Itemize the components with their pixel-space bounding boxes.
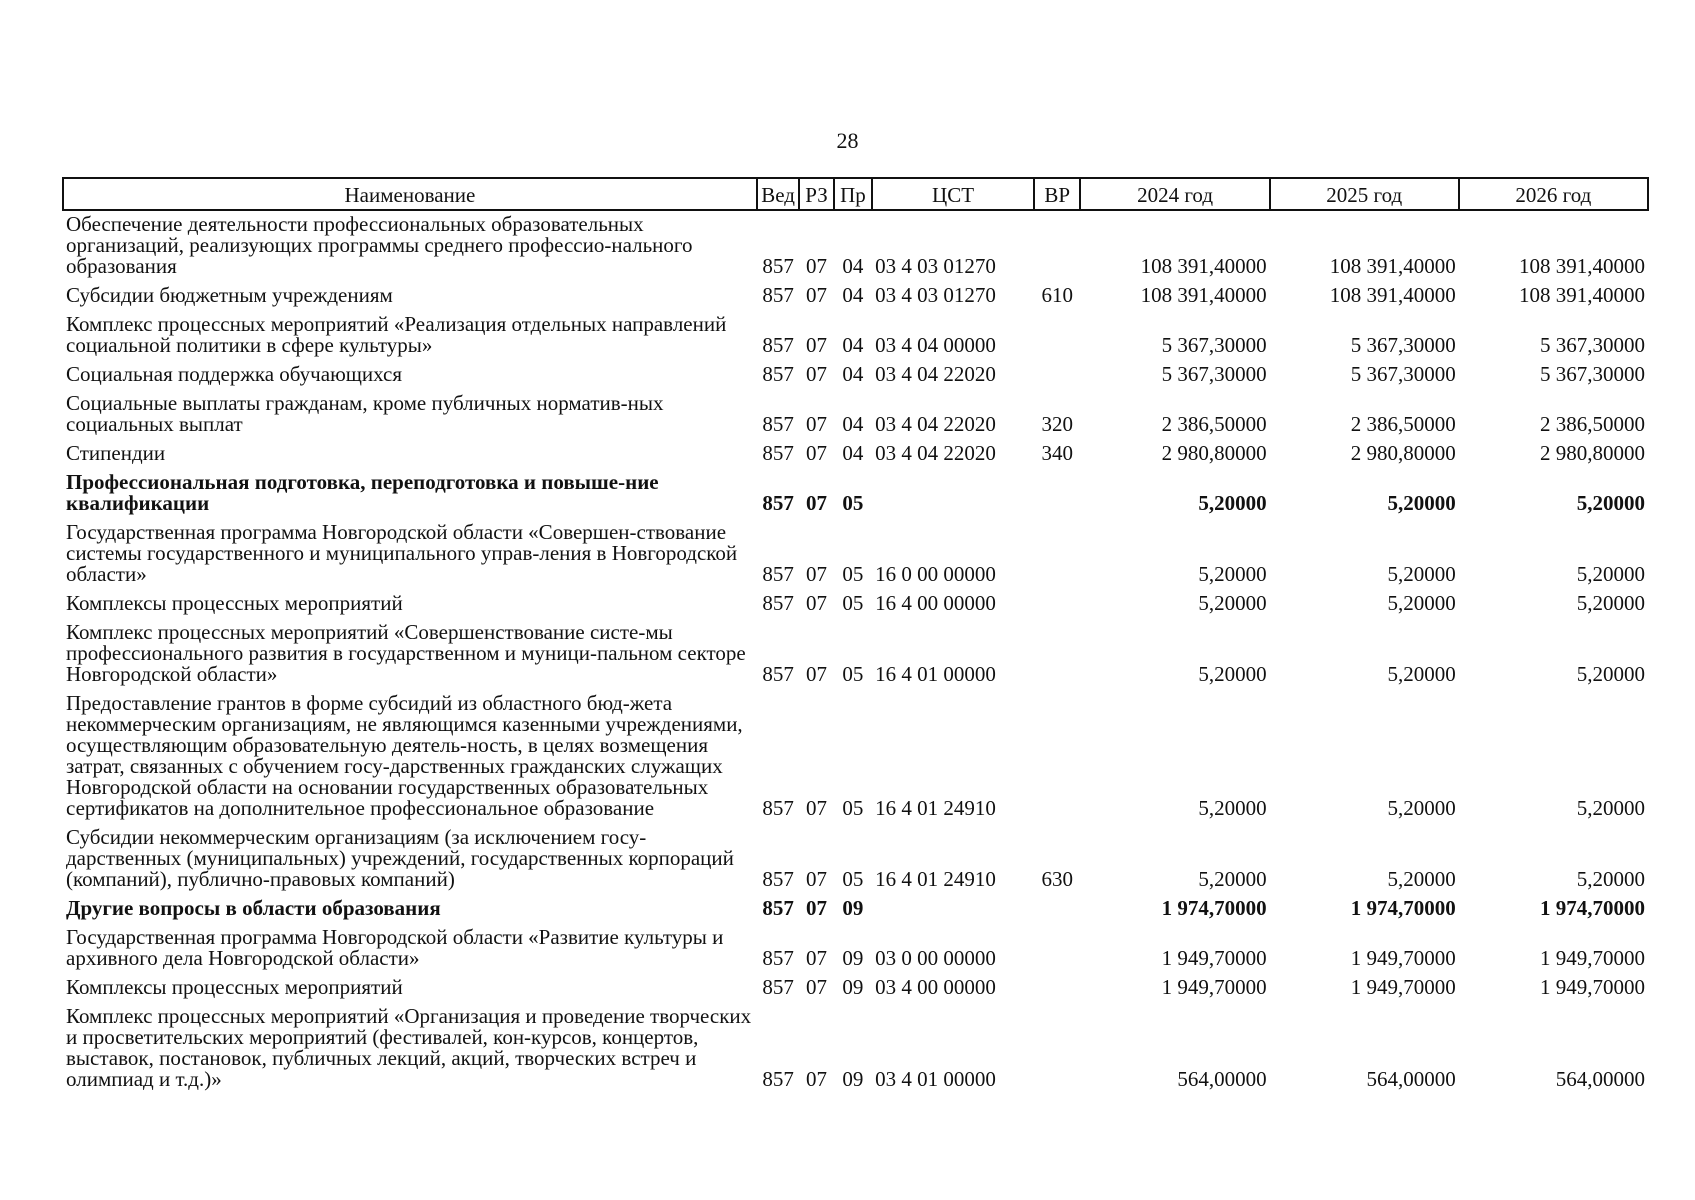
table-cell-name: Социальные выплаты гражданам, кроме публичных норматив-ных социальных выплат bbox=[66, 391, 664, 436]
table-cell-2024: 5,20000 bbox=[1198, 591, 1267, 615]
table-cell-2025: 1 949,70000 bbox=[1350, 946, 1456, 970]
table-cell-name: Другие вопросы в области образования bbox=[66, 896, 441, 920]
table-cell-ved: 857 bbox=[762, 283, 794, 307]
table-cell-cst: 03 0 00 00000 bbox=[875, 946, 996, 970]
table-cell-pr: 09 bbox=[842, 896, 864, 920]
table-cell-2024: 564,00000 bbox=[1177, 1067, 1267, 1091]
header-cst: ЦСТ bbox=[872, 178, 1034, 210]
table-cell-name: Комплекс процессных мероприятий «Реализация отдельных направлений социальной политики в сфере культуры» bbox=[66, 312, 727, 357]
table-cell-cst: 03 4 04 22020 bbox=[875, 441, 996, 465]
table-cell-vr bbox=[1034, 469, 1081, 519]
table-cell-2024: 5,20000 bbox=[1198, 796, 1267, 820]
table-row bbox=[63, 690, 1648, 824]
table-cell-2024: 5,20000 bbox=[1198, 867, 1267, 891]
table-cell-pr: 04 bbox=[842, 362, 864, 386]
table-cell-2025: 2 980,80000 bbox=[1350, 441, 1456, 465]
table-cell-cst: 03 4 04 22020 bbox=[875, 412, 996, 436]
table-cell-rz: 07 bbox=[806, 591, 828, 615]
table-cell-2026: 1 974,70000 bbox=[1540, 896, 1645, 920]
table-cell-name: Профессиональная подготовка, переподготовка и повыше-ние квалификации bbox=[66, 470, 659, 515]
table-cell-cst: 03 4 00 00000 bbox=[875, 975, 996, 999]
table-cell-vr bbox=[1034, 619, 1081, 690]
table-row bbox=[63, 590, 1648, 619]
table-cell-2025: 564,00000 bbox=[1366, 1067, 1456, 1091]
table-cell-2024: 108 391,40000 bbox=[1140, 254, 1267, 278]
table-cell-name: Субсидии некоммерческим организациям (за исключением госу-дарственных (муниципальных) учреждений, государственных корпораций (компаний), публично-правовых компаний) bbox=[66, 825, 734, 891]
table-cell-rz: 07 bbox=[806, 1067, 828, 1091]
table-cell-vr bbox=[1034, 895, 1081, 924]
header-2024: 2024 год bbox=[1080, 178, 1269, 210]
table-cell-name: Комплекс процессных мероприятий «Организация и проведение творческих и просветительских мероприятий (фестивалей, кон-курсов, концертов, выставок, постановок, публичных лекций, акций, творческих встреч и олимпиад и т.д.)» bbox=[66, 1004, 752, 1091]
table-cell-pr: 09 bbox=[842, 946, 864, 970]
table-cell-rz: 07 bbox=[806, 333, 828, 357]
table-cell-cst: 16 4 00 00000 bbox=[875, 591, 996, 615]
table-cell-2024: 5 367,30000 bbox=[1161, 362, 1267, 386]
table-cell-pr: 04 bbox=[842, 333, 864, 357]
table-cell-vr bbox=[1034, 1003, 1081, 1095]
table-cell-pr: 05 bbox=[842, 562, 864, 586]
table-cell-ved: 857 bbox=[762, 441, 794, 465]
table-cell-2026: 5,20000 bbox=[1576, 491, 1645, 515]
table-cell-2024: 1 949,70000 bbox=[1161, 975, 1267, 999]
table-cell-2026: 5 367,30000 bbox=[1540, 333, 1645, 357]
table-cell-2026: 5,20000 bbox=[1576, 867, 1645, 891]
table-cell-pr: 05 bbox=[842, 491, 864, 515]
header-name: Наименование bbox=[63, 178, 757, 210]
table-cell-2026: 1 949,70000 bbox=[1540, 975, 1645, 999]
table-cell-rz: 07 bbox=[806, 946, 828, 970]
header-ved: Вед bbox=[757, 178, 799, 210]
table-cell-ved: 857 bbox=[762, 333, 794, 357]
table-cell-ved: 857 bbox=[762, 562, 794, 586]
table-cell-2025: 1 949,70000 bbox=[1350, 975, 1456, 999]
table-cell-name: Государственная программа Новгородской области «Развитие культуры и архивного дела Новгородской области» bbox=[66, 925, 724, 970]
table-cell-name: Стипендии bbox=[66, 441, 166, 465]
table-cell-rz: 07 bbox=[806, 867, 828, 891]
table-cell-ved: 857 bbox=[762, 796, 794, 820]
table-cell-2025: 5 367,30000 bbox=[1350, 333, 1456, 357]
table-cell-name: Государственная программа Новгородской области «Совершен-ствование системы государственного и муниципального управ-ления в Новгородской области» bbox=[66, 520, 738, 586]
table-cell-ved: 857 bbox=[762, 254, 794, 278]
table-cell-pr: 05 bbox=[842, 591, 864, 615]
table-cell-2026: 5,20000 bbox=[1576, 591, 1645, 615]
table-cell-pr: 09 bbox=[842, 975, 864, 999]
table-cell-ved: 857 bbox=[762, 412, 794, 436]
table-cell-2025: 5,20000 bbox=[1387, 491, 1456, 515]
table-header-row bbox=[63, 178, 1648, 210]
table-cell-rz: 07 bbox=[806, 662, 828, 686]
table-cell-rz: 07 bbox=[806, 362, 828, 386]
table-cell-2026: 5,20000 bbox=[1576, 662, 1645, 686]
table-cell-2025: 5,20000 bbox=[1387, 796, 1456, 820]
table-cell-2026: 2 386,50000 bbox=[1540, 412, 1645, 436]
table-cell-2025: 108 391,40000 bbox=[1329, 283, 1456, 307]
table-cell-rz: 07 bbox=[806, 441, 828, 465]
table-cell-2026: 5 367,30000 bbox=[1540, 362, 1645, 386]
table-cell-pr: 05 bbox=[842, 662, 864, 686]
table-cell-2025: 108 391,40000 bbox=[1329, 254, 1456, 278]
table-cell-cst: 16 4 01 00000 bbox=[875, 662, 996, 686]
table-cell-2024: 1 974,70000 bbox=[1161, 896, 1267, 920]
table-cell-pr: 09 bbox=[842, 1067, 864, 1091]
table-cell-rz: 07 bbox=[806, 562, 828, 586]
table-cell-vr bbox=[1034, 690, 1081, 824]
table-cell-vr: 630 bbox=[1041, 867, 1073, 891]
table-cell-ved: 857 bbox=[762, 1067, 794, 1091]
table-cell-2024: 108 391,40000 bbox=[1140, 283, 1267, 307]
table-cell-cst: 03 4 03 01270 bbox=[875, 283, 996, 307]
table-cell-rz: 07 bbox=[806, 896, 828, 920]
table-cell-2024: 5 367,30000 bbox=[1161, 333, 1267, 357]
table-cell-2026: 5,20000 bbox=[1576, 562, 1645, 586]
table-cell-ved: 857 bbox=[762, 662, 794, 686]
table-cell-2025: 5,20000 bbox=[1387, 562, 1456, 586]
table-cell-2024: 1 949,70000 bbox=[1161, 946, 1267, 970]
table-cell-vr: 610 bbox=[1041, 283, 1073, 307]
table-cell-ved: 857 bbox=[762, 975, 794, 999]
table-cell-rz: 07 bbox=[806, 283, 828, 307]
table-cell-name: Комплексы процессных мероприятий bbox=[66, 975, 403, 999]
table-cell-pr: 05 bbox=[842, 796, 864, 820]
table-cell-name: Социальная поддержка обучающихся bbox=[66, 362, 403, 386]
table-row bbox=[63, 924, 1648, 974]
table-cell-ved: 857 bbox=[762, 867, 794, 891]
header-rz: РЗ bbox=[799, 178, 833, 210]
table-cell-cst: 16 4 01 24910 bbox=[875, 796, 996, 820]
table-cell-2026: 108 391,40000 bbox=[1519, 254, 1645, 278]
table-cell-vr: 320 bbox=[1041, 412, 1073, 436]
table-cell-cst bbox=[872, 469, 1034, 519]
table-cell-cst: 03 4 04 00000 bbox=[875, 333, 996, 357]
table-cell-name: Предоставление грантов в форме субсидий из областного бюд-жета некоммерческим организациям, не являющимся казенными учреждениями, осуществляющим образовательную деятель-ность, в целях возмещения затрат, связанных с обучением госу-дарственных гражданских служащих Новгородской области на основании государственных образовательных сертификатов на дополнительное профессиональное образование bbox=[66, 691, 743, 820]
table-cell-cst: 03 4 04 22020 bbox=[875, 362, 996, 386]
table-cell-name: Комплексы процессных мероприятий bbox=[66, 591, 403, 615]
table-cell-ved: 857 bbox=[762, 491, 794, 515]
table-cell-vr bbox=[1034, 974, 1081, 1003]
table-cell-rz: 07 bbox=[806, 975, 828, 999]
table-row bbox=[63, 824, 1648, 895]
table-cell-name: Субсидии бюджетным учреждениям bbox=[66, 283, 393, 307]
table-row bbox=[63, 282, 1648, 311]
header-vr: ВР bbox=[1034, 178, 1081, 210]
table-row bbox=[63, 469, 1648, 519]
table-row bbox=[63, 519, 1648, 590]
page-number: 28 bbox=[836, 128, 859, 153]
table-row bbox=[63, 974, 1648, 1003]
table-cell-vr bbox=[1034, 311, 1081, 361]
table-cell-name: Комплекс процессных мероприятий «Совершенствование систе-мы профессионального развития в государственном и муници-пальном секторе Новгородской области» bbox=[66, 620, 746, 686]
table-cell-ved: 857 bbox=[762, 946, 794, 970]
table-row bbox=[63, 895, 1648, 924]
table-row bbox=[63, 1003, 1648, 1095]
table-cell-pr: 05 bbox=[842, 867, 864, 891]
table-cell-ved: 857 bbox=[762, 591, 794, 615]
table-cell-cst: 16 0 00 00000 bbox=[875, 562, 996, 586]
header-2025: 2025 год bbox=[1270, 178, 1459, 210]
table-cell-2025: 5,20000 bbox=[1387, 591, 1456, 615]
table-cell-2026: 2 980,80000 bbox=[1540, 441, 1645, 465]
table-cell-2025: 5 367,30000 bbox=[1350, 362, 1456, 386]
table-cell-rz: 07 bbox=[806, 491, 828, 515]
table-row bbox=[63, 311, 1648, 361]
table-cell-vr bbox=[1034, 210, 1081, 282]
table-cell-rz: 07 bbox=[806, 796, 828, 820]
table-row bbox=[63, 440, 1648, 469]
table-cell-vr bbox=[1034, 924, 1081, 974]
table-cell-ved: 857 bbox=[762, 362, 794, 386]
table-cell-name: Обеспечение деятельности профессиональных образовательных организаций, реализующих программы среднего профессио-нального образования bbox=[66, 212, 693, 278]
table-cell-rz: 07 bbox=[806, 254, 828, 278]
table-cell-2024: 5,20000 bbox=[1198, 662, 1267, 686]
table-cell-2025: 1 974,70000 bbox=[1350, 896, 1456, 920]
table-cell-vr bbox=[1034, 590, 1081, 619]
table-cell-pr: 04 bbox=[842, 441, 864, 465]
table-cell-2025: 5,20000 bbox=[1387, 662, 1456, 686]
table-row bbox=[63, 210, 1648, 282]
table-cell-2024: 2 980,80000 bbox=[1161, 441, 1267, 465]
table-cell-vr bbox=[1034, 519, 1081, 590]
header-pr: Пр bbox=[834, 178, 872, 210]
table-cell-pr: 04 bbox=[842, 254, 864, 278]
table-cell-2026: 5,20000 bbox=[1576, 796, 1645, 820]
table-cell-cst: 03 4 03 01270 bbox=[875, 254, 996, 278]
table-row bbox=[63, 361, 1648, 390]
table-cell-vr: 340 bbox=[1041, 441, 1073, 465]
table-cell-cst bbox=[872, 895, 1034, 924]
table-row bbox=[63, 390, 1648, 440]
table-row bbox=[63, 619, 1648, 690]
header-2026: 2026 год bbox=[1459, 178, 1648, 210]
table-cell-2026: 1 949,70000 bbox=[1540, 946, 1645, 970]
table-cell-2026: 108 391,40000 bbox=[1519, 283, 1645, 307]
table-cell-rz: 07 bbox=[806, 412, 828, 436]
table-cell-2024: 2 386,50000 bbox=[1161, 412, 1267, 436]
table-cell-2024: 5,20000 bbox=[1198, 562, 1267, 586]
table-cell-pr: 04 bbox=[842, 283, 864, 307]
table-cell-2026: 564,00000 bbox=[1555, 1067, 1645, 1091]
table-cell-vr bbox=[1034, 361, 1081, 390]
table-cell-ved: 857 bbox=[762, 896, 794, 920]
table-cell-pr: 04 bbox=[842, 412, 864, 436]
table-cell-2025: 2 386,50000 bbox=[1350, 412, 1456, 436]
table-cell-2024: 5,20000 bbox=[1198, 491, 1267, 515]
table-cell-cst: 03 4 01 00000 bbox=[875, 1067, 996, 1091]
budget-table bbox=[62, 177, 1649, 1095]
table-cell-2025: 5,20000 bbox=[1387, 867, 1456, 891]
table-cell-cst: 16 4 01 24910 bbox=[875, 867, 996, 891]
